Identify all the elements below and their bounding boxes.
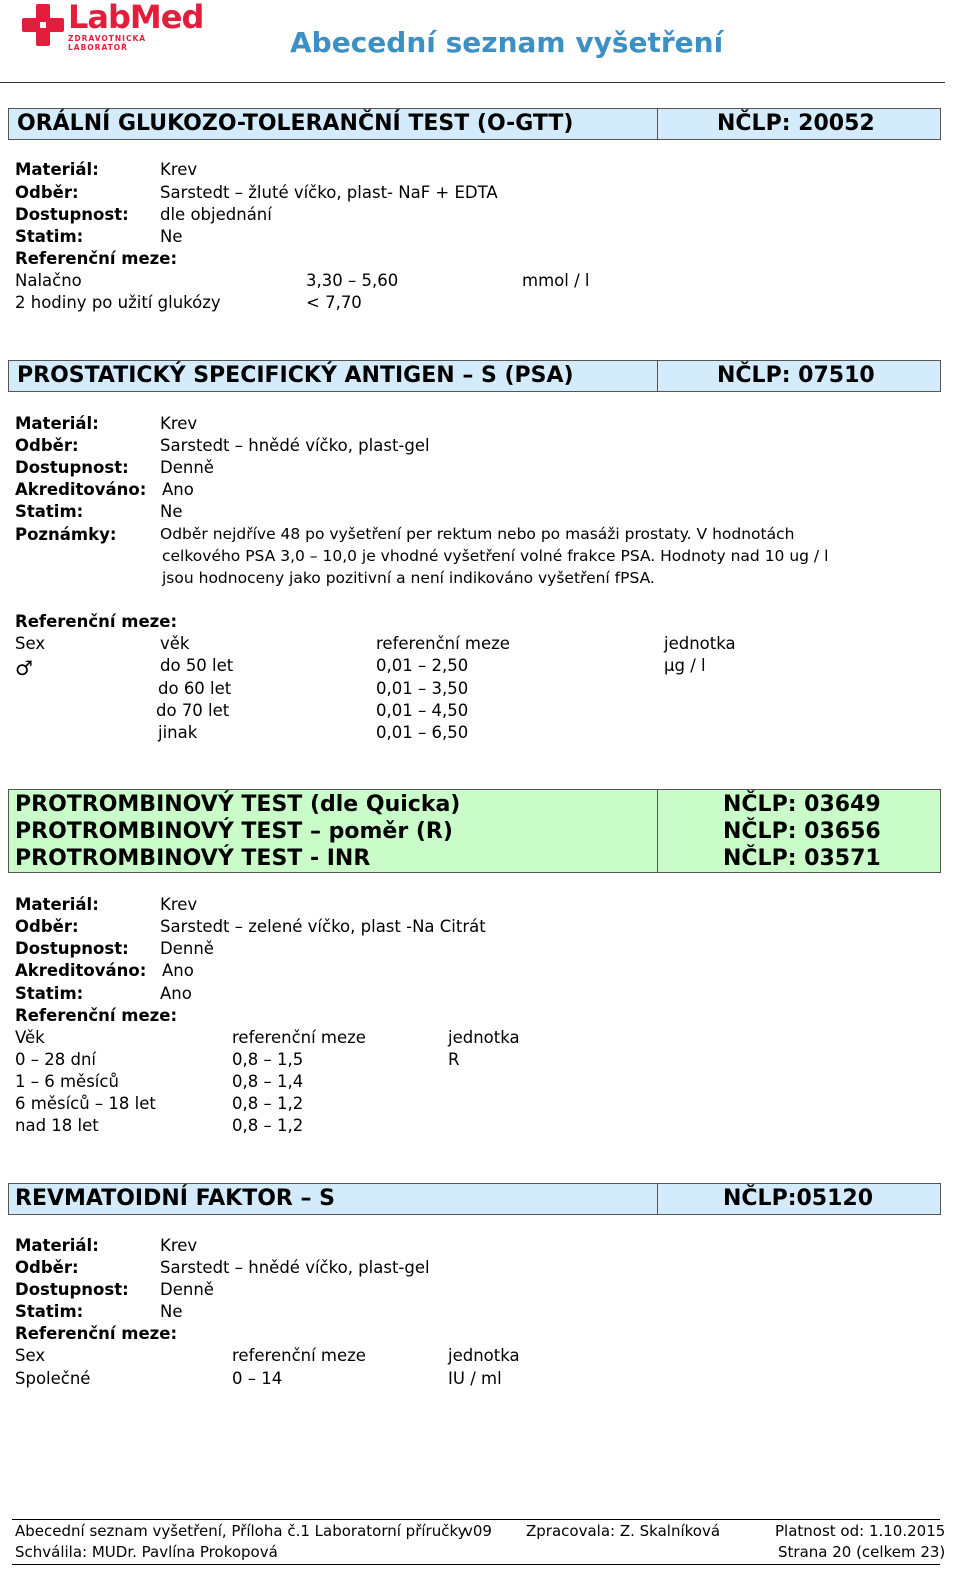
dostupnost-value: dle objednání (160, 205, 272, 224)
material-label: Materiál: (15, 1236, 99, 1255)
ref-row-range: 0,8 – 1,4 (232, 1072, 304, 1091)
dostupnost-value: Denně (160, 939, 214, 958)
ref-row-age: 1 – 6 měsíců (15, 1072, 119, 1091)
akreditovano-value: Ano (162, 480, 194, 499)
footer-approved-by: Schválila: MUDr. Pavlína Prokopová (15, 1543, 278, 1561)
statim-label: Statim: (15, 984, 84, 1003)
ref-row-age: nad 18 let (15, 1116, 99, 1135)
ref-row-unit: R (448, 1050, 460, 1069)
col-header-unit: jednotka (448, 1028, 520, 1047)
ref-row-unit: IU / ml (448, 1369, 502, 1388)
ref-row-range: 0,8 – 1,5 (232, 1050, 304, 1069)
footer-page-number: Strana 20 (celkem 23) (778, 1543, 946, 1561)
section-header-ogtt (8, 108, 941, 140)
ref-row-range: 0,01 – 3,50 (376, 679, 469, 698)
reference-label: Referenční meze: (15, 1324, 178, 1343)
col-header-age: Věk (15, 1028, 45, 1047)
test-nclp: NČLP:05120 (723, 1186, 874, 1211)
col-header-sex: Sex (15, 634, 46, 653)
test-nclp: NČLP: 07510 (717, 363, 875, 388)
poznamky-line: celkového PSA 3,0 – 10,0 je vhodné vyšetření volné frakce PSA. Hodnoty nad 10 ug / l (162, 547, 829, 565)
statim-label: Statim: (15, 502, 84, 521)
footer-author: Zpracovala: Z. Skalníková (526, 1522, 721, 1540)
footer-document: Abecední seznam vyšetření, Příloha č.1 Laboratorní příručky (15, 1522, 467, 1540)
labmed-logo (22, 0, 204, 52)
col-header-sex: Sex (15, 1346, 46, 1365)
dostupnost-label: Dostupnost: (15, 1280, 129, 1299)
ref-row-range: 0,01 – 6,50 (376, 723, 469, 742)
dostupnost-label: Dostupnost: (15, 939, 129, 958)
ref-row-age: do 60 let (158, 679, 232, 698)
test-title: ORÁLNÍ GLUKOZO-TOLERANČNÍ TEST (O-GTT) (17, 111, 574, 136)
ref-row-name: 2 hodiny po užití glukózy (15, 293, 221, 312)
male-icon: ♂ (15, 656, 33, 680)
statim-value: Ne (160, 227, 183, 246)
akreditovano-label: Akreditováno: (15, 480, 147, 499)
test-title: REVMATOIDNÍ FAKTOR – S (15, 1186, 336, 1211)
col-header-range: referenční meze (232, 1028, 366, 1047)
poznamky-line: Odběr nejdříve 48 po vyšetření per rektum nebo po masáži prostaty. V hodnotách (160, 525, 795, 543)
odber-label: Odběr: (15, 1258, 79, 1277)
ref-row-unit: µg / l (664, 656, 706, 675)
col-header-unit: jednotka (664, 634, 736, 653)
ref-row-range: 0,01 – 2,50 (376, 656, 469, 675)
ref-row-age: 6 měsíců – 18 let (15, 1094, 156, 1113)
ref-row-age: jinak (158, 723, 198, 742)
statim-label: Statim: (15, 1302, 84, 1321)
ref-row-range: 0,8 – 1,2 (232, 1094, 304, 1113)
test-title: PROTROMBINOVÝ TEST – poměr (R) (15, 819, 453, 844)
section-header-protrombin (8, 789, 941, 873)
odber-value: Sarstedt – žluté víčko, plast- NaF + EDTA (160, 183, 498, 202)
akreditovano-value: Ano (162, 961, 194, 980)
ref-row-range: 0 – 14 (232, 1369, 283, 1388)
ref-row-unit: mmol / l (522, 271, 590, 290)
logo-text: LabMed (68, 0, 204, 36)
dostupnost-label: Dostupnost: (15, 458, 129, 477)
footer-valid-from: Platnost od: 1.10.2015 (775, 1522, 946, 1540)
statim-value: Ne (160, 1302, 183, 1321)
material-value: Krev (160, 1236, 198, 1255)
poznamky-line: jsou hodnoceny jako pozitivní a není indikováno vyšetření fPSA. (162, 569, 655, 587)
material-value: Krev (160, 414, 198, 433)
col-header-age: věk (160, 634, 190, 653)
material-label: Materiál: (15, 895, 99, 914)
footer-version: v09 (464, 1522, 492, 1540)
document-title: Abecední seznam vyšetření (290, 26, 724, 59)
akreditovano-label: Akreditováno: (15, 961, 147, 980)
odber-value: Sarstedt – hnědé víčko, plast-gel (160, 436, 430, 455)
test-nclp: NČLP: 03656 (723, 819, 881, 844)
footer-bottom-rule (12, 1564, 940, 1565)
dostupnost-value: Denně (160, 458, 214, 477)
test-title: PROTROMBINOVÝ TEST (dle Quicka) (15, 792, 461, 817)
statim-value: Ne (160, 502, 183, 521)
col-header-unit: jednotka (448, 1346, 520, 1365)
ref-row-age: do 50 let (160, 656, 234, 675)
test-nclp: NČLP: 03649 (723, 792, 881, 817)
header-divider (0, 82, 945, 83)
col-header-range: referenční meze (376, 634, 510, 653)
material-value: Krev (160, 160, 198, 179)
statim-value: Ano (160, 984, 192, 1003)
odber-value: Sarstedt – zelené víčko, plast -Na Citrát (160, 917, 486, 936)
odber-value: Sarstedt – hnědé víčko, plast-gel (160, 1258, 430, 1277)
material-label: Materiál: (15, 414, 99, 433)
dostupnost-label: Dostupnost: (15, 205, 129, 224)
test-title: PROTROMBINOVÝ TEST - INR (15, 846, 371, 871)
reference-label: Referenční meze: (15, 249, 178, 268)
poznamky-label: Poznámky: (15, 525, 117, 544)
statim-label: Statim: (15, 227, 84, 246)
ref-row-age: do 70 let (156, 701, 230, 720)
test-nclp: NČLP: 03571 (723, 846, 881, 871)
logo-cross-center (40, 22, 46, 28)
odber-label: Odběr: (15, 183, 79, 202)
reference-label: Referenční meze: (15, 1006, 178, 1025)
ref-row-range: 0,01 – 4,50 (376, 701, 469, 720)
odber-label: Odběr: (15, 436, 79, 455)
odber-label: Odběr: (15, 917, 79, 936)
ref-row-range: 3,30 – 5,60 (306, 271, 399, 290)
reference-label: Referenční meze: (15, 612, 178, 631)
section-header-rf (8, 1183, 941, 1215)
logo-subtitle: ZDRAVOTNICKÁ LABORATOŘ (68, 34, 147, 52)
material-value: Krev (160, 895, 198, 914)
ref-row-sex: Společné (15, 1369, 91, 1388)
footer-divider (12, 1519, 940, 1520)
test-title: PROSTATICKÝ SPECIFICKÝ ANTIGEN – S (PSA) (17, 363, 574, 388)
ref-row-name: Nalačno (15, 271, 82, 290)
dostupnost-value: Denně (160, 1280, 214, 1299)
ref-row-range: < 7,70 (306, 293, 362, 312)
col-header-range: referenční meze (232, 1346, 366, 1365)
test-nclp: NČLP: 20052 (717, 111, 875, 136)
section-header-psa (8, 360, 941, 392)
material-label: Materiál: (15, 160, 99, 179)
ref-row-range: 0,8 – 1,2 (232, 1116, 304, 1135)
ref-row-age: 0 – 28 dní (15, 1050, 96, 1069)
